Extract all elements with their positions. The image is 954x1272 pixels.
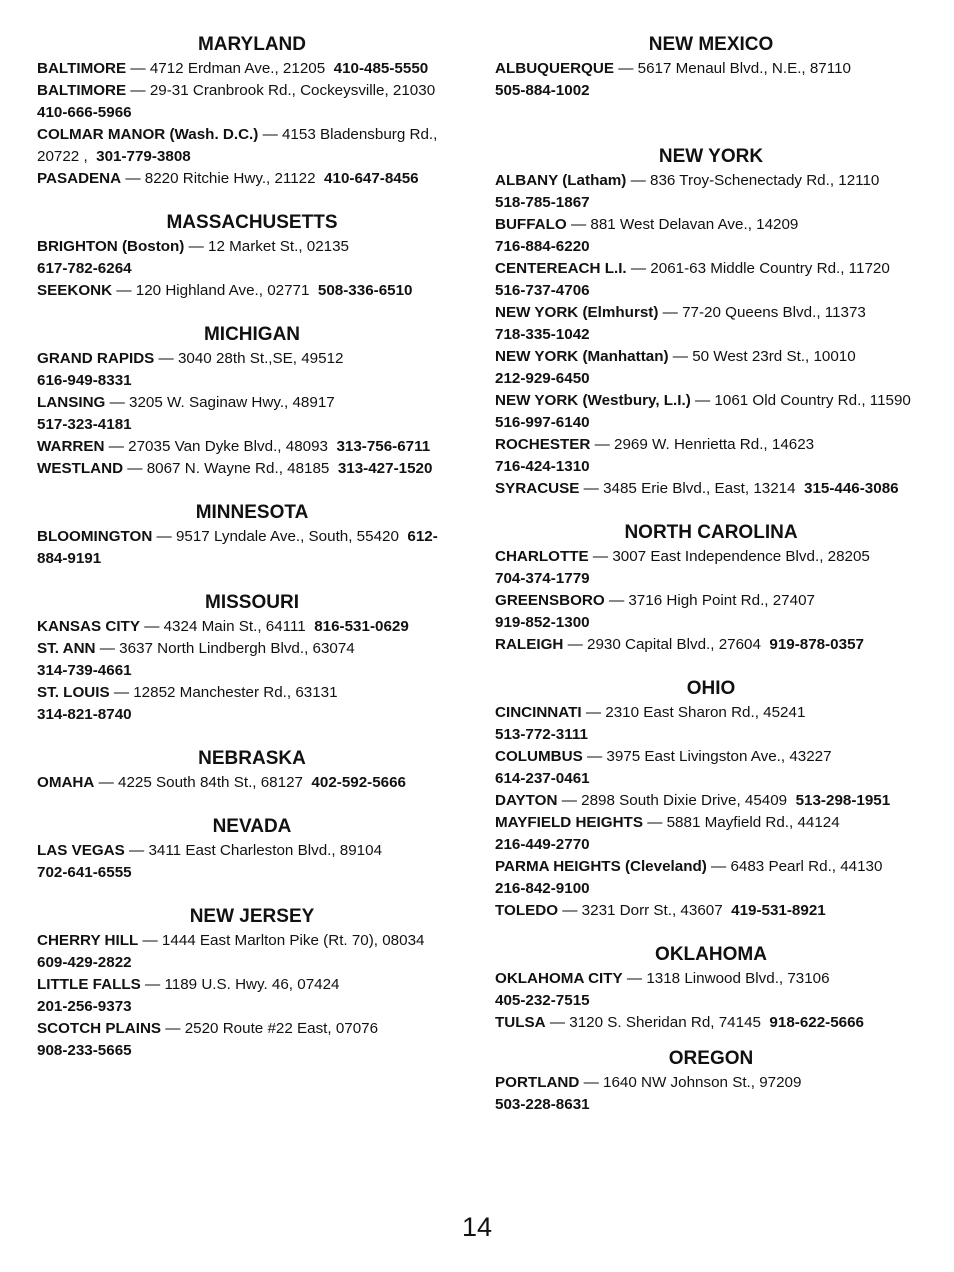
store-city: COLMAR MANOR (Wash. D.C.) [37,126,259,143]
store-phone: 314-739-4661 [37,662,132,679]
store-listing [37,58,467,80]
state-heading: NORTH CAROLINA [624,522,798,543]
store-listing [37,80,467,124]
store-phone: 405-232-7515 [495,992,590,1009]
dash-separator: — [583,480,599,497]
store-address: 3716 High Point Rd., 27407 [628,592,815,609]
state-heading: NEW YORK [658,146,764,167]
store-listing [495,170,927,214]
store-listing [495,1012,927,1034]
store-listing [37,280,467,302]
store-city: CENTEREACH L.I. [495,260,627,277]
store-phone: 410-666-5966 [37,104,132,121]
store-listing [495,702,927,746]
store-phone: 716-884-6220 [495,238,590,255]
store-city: WARREN [37,438,105,455]
store-listing [495,590,927,634]
store-address: 5617 Menaul Blvd., N.E., 87110 [637,60,851,77]
store-address: 120 Highland Ave., 02771 [135,282,310,299]
dash-separator: — [594,436,610,453]
dash-separator: — [630,260,647,277]
state-section [37,814,467,884]
store-address: 881 West Delavan Ave., 14209 [590,216,799,233]
state-heading: NEBRASKA [198,748,306,769]
store-phone: 201-256-9373 [37,998,132,1015]
store-address: 2061-63 Middle Country Rd., 11720 [650,260,890,277]
dash-separator: — [188,238,204,255]
store-phone: 513-772-3111 [495,726,588,743]
dash-separator: — [567,636,583,653]
dash-separator: — [586,748,603,765]
state-section [37,904,467,1062]
store-listing [37,638,467,682]
store-city: BUFFALO [495,216,567,233]
dash-separator: — [130,60,146,77]
dash-separator: — [130,82,146,99]
store-address: 4324 Main St., 64111 [163,618,306,635]
store-address: 2898 South Dixie Drive, 45409 [581,792,788,809]
store-listing [37,930,467,974]
store-listing [495,434,927,478]
store-city: SEEKONK [37,282,113,299]
store-address: 29-31 Cranbrook Rd., Cockeysville, 21030 [149,82,436,99]
dash-separator: — [262,126,278,143]
store-phone: 919-878-0357 [769,636,864,653]
store-city: LAS VEGAS [37,842,125,859]
store-phone: 313-427-1520 [337,460,433,477]
store-listing [495,478,927,500]
store-listing [495,346,927,390]
state-heading: NEVADA [212,816,292,837]
store-phone: 212-929-6450 [495,370,590,387]
state-section [495,144,927,500]
state-section [495,942,927,1034]
dash-separator: — [549,1014,566,1031]
store-phone: 216-449-2770 [495,836,590,853]
dash-separator: — [145,976,161,993]
store-city: PASADENA [37,170,122,187]
state-heading: OREGON [668,1048,754,1069]
store-city: COLUMBUS [495,748,583,765]
store-phone: 301-779-3808 [96,148,191,165]
state-heading: OHIO [686,678,736,699]
state-heading: OKLAHOMA [655,944,767,965]
store-address: 77-20 Queens Blvd., 11373 [682,304,866,321]
dash-separator: — [570,216,587,233]
store-phone: 908-233-5665 [37,1042,132,1059]
store-listing [495,390,927,434]
state-section [37,746,467,794]
dash-separator: — [585,704,602,721]
store-phone: 410-647-8456 [324,170,419,187]
store-listing [495,790,927,812]
dash-separator: — [626,970,643,987]
store-city: CHARLOTTE [495,548,589,565]
store-phone: 518-785-1867 [495,194,590,211]
dash-separator: — [630,172,646,189]
store-listing [495,214,927,258]
store-listing [495,856,927,900]
store-listing [495,58,927,102]
store-phone: 508-336-6510 [317,282,413,299]
dash-separator: — [608,592,625,609]
store-phone: 718-335-1042 [495,326,590,343]
dash-separator: — [647,814,663,831]
store-listing [37,168,467,190]
dash-separator: — [711,858,727,875]
store-city: NEW YORK (Elmhurst) [495,304,659,321]
store-phone: 609-429-2822 [37,954,132,971]
store-city: NEW YORK (Westbury, L.I.) [495,392,691,409]
store-city: SYRACUSE [495,480,580,497]
state-section [37,210,467,302]
dash-separator: — [113,684,129,701]
store-address: 1444 East Marlton Pike (Rt. 70), 08034 [161,932,425,949]
state-heading: MASSACHUSETTS [166,212,338,233]
store-city: NEW YORK (Manhattan) [495,348,669,365]
store-address: 50 West 23rd St., 10010 [692,348,856,365]
store-listing [37,236,467,280]
store-listing [495,546,927,590]
store-address: 2969 W. Henrietta Rd., 14623 [614,436,815,453]
store-city: ROCHESTER [495,436,591,453]
dash-separator: — [672,348,688,365]
state-section [495,1046,927,1116]
store-city: MAYFIELD HEIGHTS [495,814,643,831]
store-phone: 313-756-6711 [336,438,431,455]
store-phone: 617-782-6264 [37,260,132,277]
store-listing [495,1072,927,1116]
store-phone: 616-949-8331 [37,372,132,389]
store-address: 3485 Erie Blvd., East, 13214 [603,480,796,497]
store-address: 3120 S. Sheridan Rd, 74145 [569,1014,761,1031]
store-listing [495,812,927,856]
store-city: OKLAHOMA CITY [495,970,623,987]
store-phone: 402-592-5666 [311,774,407,791]
store-listing [37,348,467,392]
dash-separator: — [165,1020,181,1037]
state-section [37,590,467,726]
dash-separator: — [129,842,145,859]
store-phone: 716-424-1310 [495,458,590,475]
store-address: 4712 Erdman Ave., 21205 [149,60,326,77]
store-city: DAYTON [495,792,558,809]
store-phone: 517-323-4181 [37,416,132,433]
store-listing [495,746,927,790]
dash-separator: — [618,60,634,77]
store-listing [37,436,467,458]
store-phone: 702-641-6555 [37,864,132,881]
store-listing [495,900,927,922]
state-heading: MARYLAND [197,34,306,55]
state-heading: MICHIGAN [203,324,301,345]
store-address: 4153 Bladensburg Rd., 20722 , [37,126,438,165]
store-address: 12 Market St., 02135 [208,238,350,255]
store-city: LITTLE FALLS [37,976,141,993]
store-city: TOLEDO [495,902,559,919]
store-city: PARMA HEIGHTS (Cleveland) [495,858,707,875]
state-heading: NEW JERSEY [189,906,315,927]
store-address: 9517 Lyndale Ave., South, 55420 [175,528,399,545]
store-listing [37,124,467,168]
store-address: 836 Troy-Schenectady Rd., 12110 [650,172,880,189]
state-heading: MINNESOTA [195,502,309,523]
store-phone: 918-622-5666 [769,1014,865,1031]
store-address: 12852 Manchester Rd., 63131 [133,684,338,701]
store-city: BALTIMORE [37,82,127,99]
store-city: ST. LOUIS [37,684,110,701]
store-city: GRAND RAPIDS [37,350,155,367]
dash-separator: — [144,618,160,635]
store-phone: 315-446-3086 [804,480,899,497]
store-listing [495,258,927,302]
store-phone: 505-884-1002 [495,82,590,99]
store-city: CINCINNATI [495,704,582,721]
store-listing [37,840,467,884]
dash-separator: — [662,304,678,321]
store-listing [37,458,467,480]
store-city: ALBANY (Latham) [495,172,627,189]
store-phone: 216-842-9100 [495,880,590,897]
store-city: TULSA [495,1014,546,1031]
state-heading: MISSOURI [205,592,299,613]
store-city: RALEIGH [495,636,564,653]
dash-separator: — [98,774,114,791]
state-section [495,676,927,922]
store-address: 3040 28th St.,SE, 49512 [177,350,344,367]
store-city: BLOOMINGTON [37,528,153,545]
store-address: 3205 W. Saginaw Hwy., 48917 [129,394,335,411]
store-listing [495,634,927,656]
state-section [37,500,467,570]
store-address: 5881 Mayfield Rd., 44124 [666,814,840,831]
store-city: LANSING [37,394,106,411]
store-phone: 516-737-4706 [495,282,590,299]
store-listing [37,974,467,1018]
store-listing [495,302,927,346]
dash-separator: — [156,528,172,545]
dash-separator: — [158,350,174,367]
store-listing [495,968,927,1012]
store-phone: 816-531-0629 [314,618,409,635]
dash-separator: — [562,902,578,919]
store-city: OMAHA [37,774,95,791]
store-city: GREENSBORO [495,592,605,609]
dash-separator: — [561,792,577,809]
state-heading: NEW MEXICO [648,34,774,55]
store-city: WESTLAND [37,460,124,477]
state-section [37,322,467,480]
dash-separator: — [142,932,158,949]
dash-separator: — [592,548,609,565]
store-phone: 516-997-6140 [495,414,590,431]
store-phone: 314-821-8740 [37,706,132,723]
left-column [37,32,467,1062]
store-city: PORTLAND [495,1074,580,1091]
state-section [495,520,927,656]
dash-separator: — [583,1074,599,1091]
dash-separator: — [108,438,124,455]
store-listing [37,1018,467,1062]
store-phone: 704-374-1779 [495,570,590,587]
dash-separator: — [695,392,711,409]
store-address: 3637 North Lindbergh Blvd., 63074 [119,640,355,657]
store-address: 1061 Old Country Rd., 11590 [714,392,911,409]
store-address: 8067 N. Wayne Rd., 48185 [146,460,330,477]
store-listing [37,772,467,794]
store-phone: 919-852-1300 [495,614,590,631]
state-section [495,32,927,102]
store-phone: 503-228-8631 [495,1096,590,1113]
dash-separator: — [127,460,143,477]
dash-separator: — [109,394,125,411]
store-phone: 513-298-1951 [795,792,891,809]
store-city: ST. ANN [37,640,96,657]
store-address: 2310 East Sharon Rd., 45241 [605,704,806,721]
state-section [37,32,467,190]
store-phone: 419-531-8921 [731,902,826,919]
store-city: CHERRY HILL [37,932,139,949]
store-address: 1318 Linwood Blvd., 73106 [646,970,830,987]
store-phone: 614-237-0461 [495,770,590,787]
store-phone: 410-485-5550 [333,60,429,77]
store-listing [37,682,467,726]
store-address: 2520 Route #22 East, 07076 [184,1020,379,1037]
page-number: 14 [461,1212,493,1242]
store-address: 1640 NW Johnson St., 97209 [603,1074,802,1091]
right-column [495,32,927,1116]
store-address: 27035 Van Dyke Blvd., 48093 [128,438,328,455]
store-address: 6483 Pearl Rd., 44130 [730,858,883,875]
dash-separator: — [99,640,115,657]
store-city: BALTIMORE [37,60,127,77]
dash-separator: — [125,170,141,187]
store-listing [37,392,467,436]
store-city: SCOTCH PLAINS [37,1020,162,1037]
store-address: 3975 East Livingston Ave., 43227 [606,748,832,765]
store-address: 3007 East Independence Blvd., 28205 [612,548,870,565]
store-listing [37,526,467,570]
dash-separator: — [116,282,132,299]
store-city: BRIGHTON (Boston) [37,238,185,255]
store-city: ALBUQUERQUE [495,60,614,77]
store-address: 1189 U.S. Hwy. 46, 07424 [164,976,340,993]
store-address: 3411 East Charleston Blvd., 89104 [148,842,383,859]
store-phone: 612-884-9191 [37,528,438,567]
store-address: 3231 Dorr St., 43607 [581,902,723,919]
store-address: 8220 Ritchie Hwy., 21122 [144,170,316,187]
store-address: 4225 South 84th St., 68127 [118,774,303,791]
store-listing [37,616,467,638]
store-address: 2930 Capital Blvd., 27604 [587,636,761,653]
store-city: KANSAS CITY [37,618,140,635]
